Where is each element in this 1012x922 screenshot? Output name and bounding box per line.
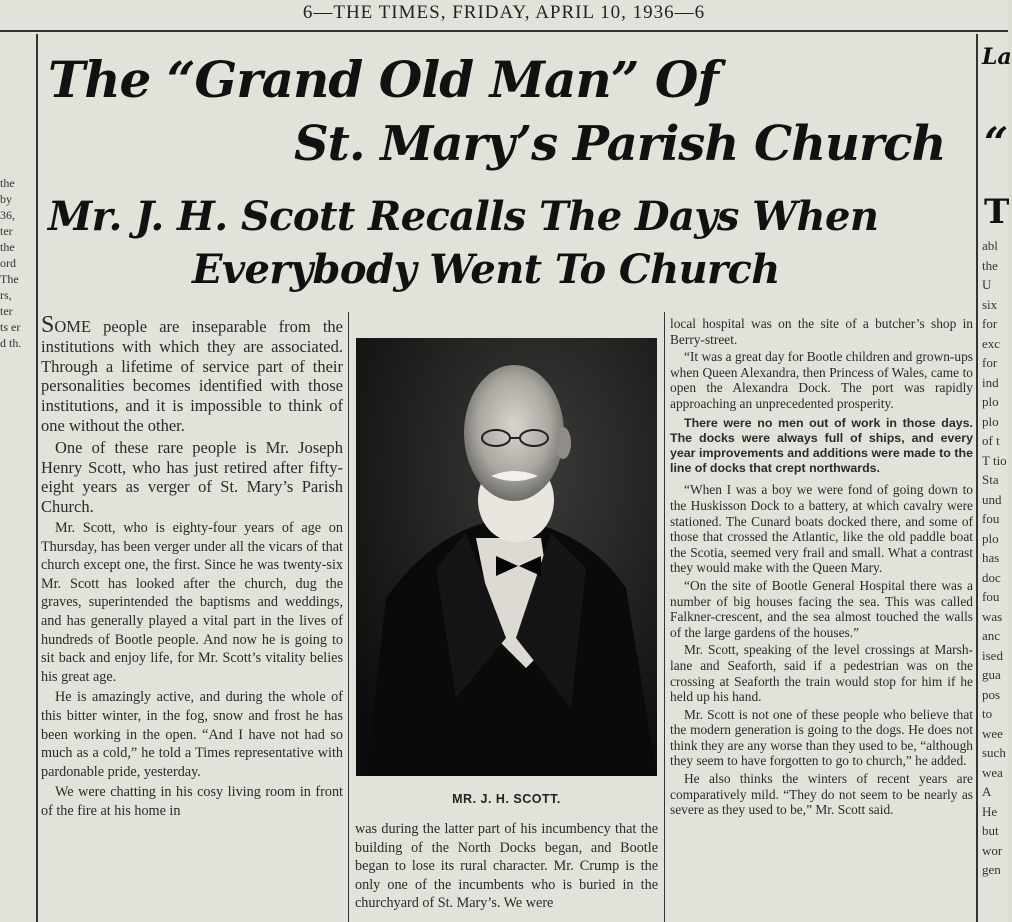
article-paragraph: We were chatting in his cosy living room in front of the fire at his home in xyxy=(41,784,343,819)
article-paragraph: “When I was a boy we were fond of going down to the Huskisson Dock to a battery, at which cavalry were stationed. The Cunard boats docked there, and some of those that crossed the Atlantic, like the old paddle boat the Scotia, seemed very frail and small. What a contrast they would make with the Queen Mary. xyxy=(670,482,973,576)
adjacent-headline-fragment-1: La xyxy=(982,44,1012,70)
running-head: 6—THE TIMES, FRIDAY, APRIL 10, 1936—6 xyxy=(302,2,706,23)
subheadline-line-2: Everybody Went To Church xyxy=(192,246,780,293)
article-paragraph: “On the site of Bootle General Hospital there was a number of big houses facing the sea. This was called Falkner-crescent, and the sea almost touched the walls of the large gardens of the houses.” xyxy=(670,577,973,640)
adjacent-column-right: abl the U six for exc for ind plo plo of t T tio Sta und fou plo has doc fou was anc ised gua pos to wee such wea A He but wor gen xyxy=(982,238,1007,877)
article-paragraph: One of these rare people is Mr. Joseph Henry Scott, who has just retired after fifty-eight years as verger of St. Mary’s Parish Church. xyxy=(41,437,343,517)
headline-line-1: The “Grand Old Man” Of xyxy=(48,50,718,109)
portrait-image xyxy=(356,338,657,776)
article-paragraph: “It was a great day for Bootle children and grown-ups when Queen Alexandra, then Princess of Wales, came to open the Alexandra Dock. The port was rapidly approaching an unprecedented prosperity. xyxy=(670,349,973,411)
column-rule-left xyxy=(36,34,38,922)
article-paragraph: He also thinks the winters of recent years are comparatively mild. “They do not seem to be nearly as severe as they used to be,” Mr. Scott said. xyxy=(670,771,973,818)
adjacent-column-left: the by 36, ter the ord The rs, ter ts er d th. xyxy=(0,176,22,350)
subheadline-line-1: Mr. J. H. Scott Recalls The Days When xyxy=(48,193,879,240)
article-column-2 xyxy=(355,820,658,922)
column-divider-1 xyxy=(348,312,349,922)
article-column-1 xyxy=(41,312,343,922)
headline-line-2: St. Mary’s Parish Church xyxy=(294,116,946,172)
article-paragraph: He is amazingly active, and during the whole of this bitter winter, in the fog, snow and frost he has been working in the open. “And I have not had so much as a cold,” he told a Times representative with pardonable pride, yesterday. xyxy=(41,689,343,780)
top-rule xyxy=(0,30,1008,32)
article-paragraph: Mr. Scott is not one of these people who believe that the modern generation is going to the dogs. He does not think they are any worse than they used to be, “although they seem to have forgotten to go to church,” he added. xyxy=(670,706,973,769)
adjacent-headline-fragment-3: T xyxy=(984,192,1010,232)
lead-text: OME people are inseparable from the institutions with which they are associated. Through a lifetime of service part of their personalities becomes identified with those institutions, and it is impossible to think of one without the other. xyxy=(41,317,343,435)
article-paragraph: Mr. Scott, who is eighty-four years of age on Thursday, has been verger under all the vicars of that church except one, the first. Since he was twenty-six Mr. Scott has looked after the church, dug the graves, superintended the baptisms and weddings, and has generally played a vital part in the lives of hundreds of Bootle people. And now he is going to sit back and enjoy life, for Mr. Scott’s vitality belies his great age. xyxy=(41,519,343,685)
drop-cap: S xyxy=(41,312,55,338)
adjacent-headline-fragment-2: “ xyxy=(984,118,1009,167)
column-rule-right xyxy=(976,34,978,922)
photo-caption: MR. J. H. SCOTT. xyxy=(452,792,561,806)
portrait-photo xyxy=(356,338,657,776)
article-bold-paragraph: There were no men out of work in those days. The docks were always full of ships, and every year improvements and additions were made to the line of docks that crept northwards. xyxy=(670,415,973,476)
article-paragraph: local hospital was on the site of a butcher’s shop in Berry-street. xyxy=(670,316,973,347)
article-paragraph: Mr. Scott, speaking of the level crossings at Marsh-lane and Seaforth, said if a pedestrian was on the crossing at Seaforth the train would stop for him if he held up his hand. xyxy=(670,642,973,705)
article-column-3 xyxy=(670,316,973,922)
column-divider-2 xyxy=(664,312,665,922)
article-paragraph: was during the latter part of his incumbency that the building of the North Docks began, and Bootle began to lose its rural character. Mr. Crump is the only one of the incumbents who is buried in the churchyard of St. Mary’s. We were xyxy=(355,821,658,912)
article-lead-paragraph xyxy=(41,312,343,436)
